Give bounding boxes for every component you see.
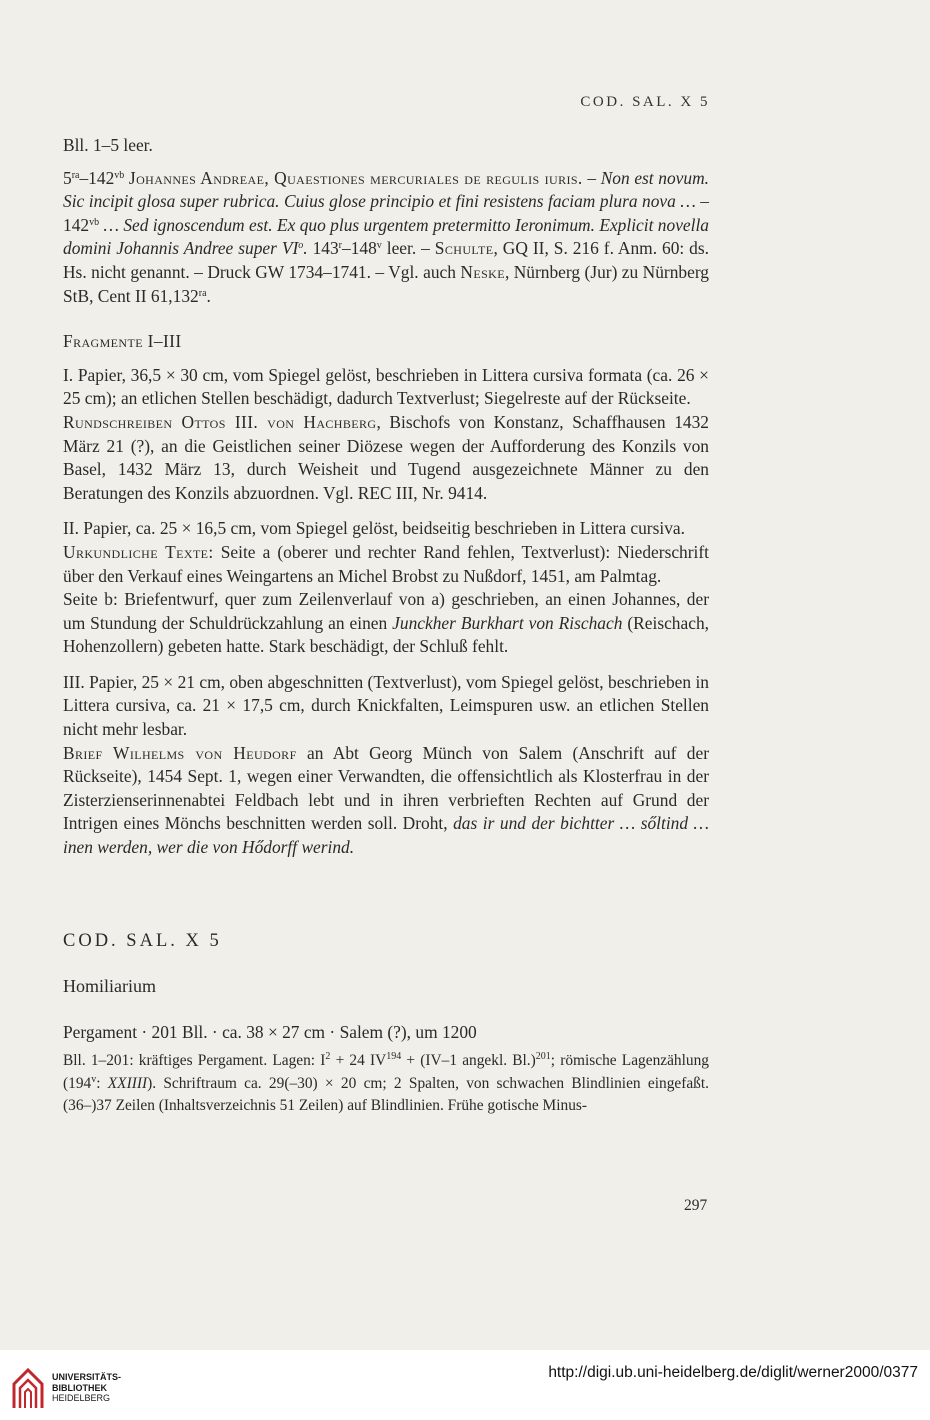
superscript: 201 bbox=[535, 1051, 551, 1063]
superscript: 2 bbox=[325, 1051, 331, 1063]
logo-line: BIBLIOTHEK bbox=[52, 1382, 107, 1393]
author-schulte: Schulte bbox=[434, 238, 494, 259]
paragraph-bll-leer: Bll. 1–5 leer. bbox=[63, 135, 153, 155]
fragment-3-description: III. Papier, 25 × 21 cm, oben abgeschnitten (Textverlust), vom Spiegel gelöst, beschrieben in Littera cursiva, ca. 21 × 17,5 cm, durch Knickfalten, Leimspuren usw. an etlichen Stellen nicht mehr lesbar. bbox=[63, 671, 709, 740]
superscript: ra bbox=[71, 169, 80, 181]
text: Seite b: Briefentwurf, quer zum Zeilenverlauf von a) geschrieben, an einen Johannes, der um Stundung der Schuldrückzahlung an einen bbox=[63, 589, 709, 633]
text: , Nürnberg (Jur) zu Nürnberg StB, Cent II 61,132 bbox=[63, 261, 709, 306]
superscript: v bbox=[376, 240, 382, 252]
text: ). Schriftraum ca. 29(–30) × 20 cm; 2 Spalten, von schwachen Blindlinien eingefaßt. (36–)37 Zeilen (Inhaltsverzeichnis 51 Zeilen) auf Blindlinien. Frühe gotische Minus- bbox=[63, 1074, 709, 1115]
logo-line: HEIDELBERG bbox=[52, 1393, 111, 1403]
superscript: vb bbox=[114, 169, 125, 181]
quotation: das ir und der bichtter … sőltind … inen werden, wer die von Hődorff werind. bbox=[63, 813, 710, 858]
text: –142 bbox=[79, 167, 115, 188]
paragraph-johannes-andreae bbox=[63, 167, 709, 309]
manuscript-description bbox=[63, 1050, 709, 1117]
logo-line: UNIVERSITÄTS- bbox=[52, 1372, 122, 1382]
text: –148 bbox=[342, 238, 377, 259]
text: , GQ II, S. 216 f. Anm. 60: ds. Hs. nicht genannt. – Druck GW 1734–1741. – Vgl. auch bbox=[63, 238, 709, 282]
footer-bar bbox=[0, 1350, 930, 1420]
text: + (IV–1 angekl. Bl.) bbox=[401, 1052, 536, 1070]
superscript: 194 bbox=[386, 1051, 402, 1063]
fragment-2-description: II. Papier, ca. 25 × 16,5 cm, vom Spiegel gelöst, beidseitig beschrieben in Littera cursiva. bbox=[63, 518, 685, 539]
manuscript-summary: Pergament · 201 Bll. · ca. 38 × 27 cm · Salem (?), um 1200 bbox=[63, 1021, 477, 1042]
text: an Abt Georg Münch von Salem (Anschrift auf der Rückseite), 1454 Sept. 1, wegen einer Verwandten, die offensichtlich als Klosterfrau in der Zisterzienserinnenabtei Feldbach lebt und in ihren verbrieften Rechten auf Grund der Intrigen eines Mönchs beschnitten werden soll. Droht, bbox=[63, 742, 709, 834]
superscript: v bbox=[91, 1073, 97, 1085]
library-name bbox=[52, 1372, 121, 1404]
text: – 142 bbox=[63, 191, 709, 235]
section-heading-cod-sal: COD. SAL. X 5 bbox=[63, 930, 222, 951]
text: 5 bbox=[63, 167, 72, 188]
text-title: Brief Wilhelms von Heudorf bbox=[63, 742, 297, 763]
superscript: ra bbox=[198, 287, 207, 299]
fragmente-heading: Fragmente I–III bbox=[63, 331, 182, 352]
text: 143 bbox=[307, 238, 339, 259]
text-title: Rundschreiben Ottos III. von Hachberg bbox=[63, 411, 377, 432]
text: , Bischofs von Konstanz, Schaffhausen 1432 März 21 (?), an die Geistlichen seiner Diözese wegen der Aufforderung des Konzils von Basel, 1432 März 13, durch Weisheit und Tugend ausgezeichnete Männer zu den Beratungen des Konzils abzuordnen. Vgl. REC III, Nr. 9414. bbox=[63, 411, 709, 503]
text: ; römische Lagenzählung (194 bbox=[63, 1052, 709, 1092]
incipit: Non est novum. Sic incipit glosa super rubrica. Cuius glose principio et fini resistens faciam plura nova … bbox=[63, 167, 709, 212]
text: (Reischach, Hohenzollern) gebeten hatte. Stark beschädigt, der Schluß fehlt. bbox=[63, 612, 709, 657]
running-head: COD. SAL. X 5 bbox=[580, 94, 710, 110]
text-title: Urkundliche Texte: bbox=[63, 541, 214, 562]
quotation: Junckher Burkhart von Rischach bbox=[392, 612, 623, 633]
university-logo-icon bbox=[10, 1364, 48, 1417]
text: XXIIII bbox=[107, 1074, 148, 1092]
page-number: 297 bbox=[684, 1197, 708, 1214]
body-text bbox=[63, 134, 709, 1118]
fragment-1-description: I. Papier, 36,5 × 30 cm, vom Spiegel gelöst, beschrieben in Littera cursiva formata (ca. 26 × 25 cm); an etlichen Stellen beschädigt, dadurch Textverlust; Siegelreste auf der Rückseite. bbox=[63, 364, 709, 409]
fragment-2-content-b bbox=[63, 588, 709, 659]
text: + 24 IV bbox=[330, 1052, 387, 1070]
author-neske: Neske bbox=[460, 261, 505, 282]
fragment-1-content bbox=[63, 411, 709, 505]
text: – bbox=[582, 167, 601, 188]
explicit: … Sed ignoscendum est. Ex quo plus urgentem pretermitto Ieronimum. Explicit novella domini Johannis Andree super VI bbox=[63, 214, 709, 259]
text: leer. – bbox=[381, 238, 435, 259]
text: . bbox=[206, 285, 211, 306]
source-url-link[interactable]: http://digi.ub.uni-heidelberg.de/diglit/werner2000/0377 bbox=[548, 1364, 918, 1381]
superscript: vb bbox=[89, 216, 100, 228]
text: Bll. 1–201: kräftiges Pergament. Lagen: I bbox=[63, 1052, 326, 1070]
fragment-3-content bbox=[63, 742, 709, 860]
text: Seite a (oberer und rechter Rand fehlen, Textverlust): Niederschrift über den Verkauf eines Weingartens an Michel Brobst zu Nußdorf, 1451, am Palmtag. bbox=[63, 541, 709, 586]
superscript: o bbox=[298, 240, 304, 252]
fragment-2-content-a bbox=[63, 541, 709, 588]
manuscript-title: Homiliarium bbox=[63, 976, 156, 997]
text: : bbox=[96, 1074, 108, 1092]
superscript: r bbox=[338, 240, 342, 252]
work-title: Johannes Andreae, Quaestiones mercuriales de regulis iuris. bbox=[128, 167, 583, 188]
text: . bbox=[303, 238, 308, 259]
